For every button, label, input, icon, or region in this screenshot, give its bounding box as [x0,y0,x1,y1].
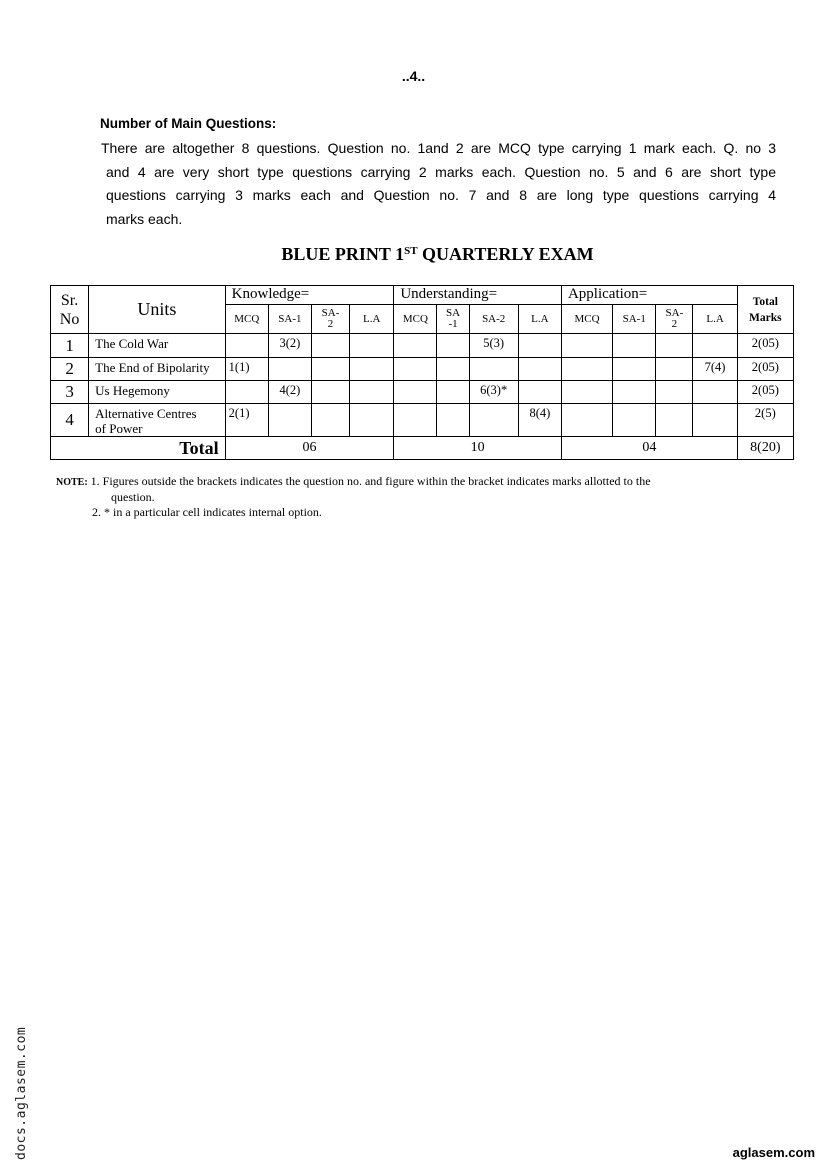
note [56,474,756,520]
mark-cell [394,358,437,381]
grand-total: 8(20) [737,437,793,460]
mark-cell: 8(4) [518,404,561,437]
understanding-total: 10 [394,437,562,460]
sr-no-cell: 1 [51,334,89,358]
mark-cell [693,334,737,358]
table-row [51,381,794,404]
intro-line: and 4 are very short type questions carrying 2 marks each. Question no. 5 and 6 are short type [106,163,776,180]
sr-no-cell: 2 [51,358,89,381]
mark-cell [394,381,437,404]
u-mcq-header: MCQ [394,305,437,334]
k-mcq-header: MCQ [225,305,268,334]
mark-cell [518,358,561,381]
mark-cell [656,334,693,358]
mark-cell [656,358,693,381]
mark-cell: 1(1) [225,358,268,381]
a-mcq-header: MCQ [561,305,612,334]
mark-cell [469,404,518,437]
table-row [51,404,794,437]
footer-brand: aglasem.com [732,1145,815,1160]
blueprint-title-main: BLUE PRINT 1 [281,244,405,264]
mark-cell [561,358,612,381]
mark-cell [350,381,394,404]
row-total-cell: 2(05) [737,358,793,381]
mark-cell: 2(1) [225,404,268,437]
note-line-2: question. [111,490,155,504]
mark-cell [268,358,311,381]
note-line-3: 2. * in a particular cell indicates internal option. [92,505,322,519]
page-number: ..4.. [401,68,426,84]
mark-cell: 3(2) [268,334,311,358]
mark-cell [311,334,349,358]
blueprint-title-sup: ST [404,245,418,257]
mark-cell [656,404,693,437]
mark-cell [469,358,518,381]
mark-cell: 5(3) [469,334,518,358]
unit-cell: Alternative Centres of Power [89,404,226,437]
mark-cell [613,334,656,358]
mark-cell [311,404,349,437]
row-total-cell: 2(05) [737,381,793,404]
knowledge-header: Knowledge= [225,286,394,305]
intro-paragraph [101,137,776,231]
mark-cell [518,381,561,404]
unit-cell: The Cold War [89,334,226,358]
mark-cell [311,381,349,404]
a-sa2-header: SA- 2 [656,305,693,334]
u-sa2-header: SA-2 [469,305,518,334]
application-total: 04 [561,437,737,460]
application-header: Application= [561,286,737,305]
k-sa2-header: SA- 2 [311,305,349,334]
sr-no-cell: 3 [51,381,89,404]
mark-cell [437,381,469,404]
u-la-header: L.A [518,305,561,334]
mark-cell [437,358,469,381]
mark-cell [268,404,311,437]
k-sa1-header: SA-1 [268,305,311,334]
mark-cell [518,334,561,358]
mark-cell [693,381,737,404]
k-la-header: L.A [350,305,394,334]
knowledge-total: 06 [225,437,394,460]
total-label: Total [51,437,226,460]
row-total-cell: 2(5) [737,404,793,437]
sr-no-cell: 4 [51,404,89,437]
mark-cell [613,404,656,437]
mark-cell [225,334,268,358]
mark-cell [656,381,693,404]
mark-cell [350,358,394,381]
mark-cell [394,404,437,437]
table-row [51,334,794,358]
table-row [51,358,794,381]
mark-cell [437,334,469,358]
blueprint-table [50,285,794,460]
watermark-text: docs.aglasem.com [14,1026,29,1160]
mark-cell [350,334,394,358]
unit-cell: Us Hegemony [89,381,226,404]
understanding-header: Understanding= [394,286,562,305]
mark-cell [613,381,656,404]
mark-cell [394,334,437,358]
a-sa1-header: SA-1 [613,305,656,334]
mark-cell: 7(4) [693,358,737,381]
mark-cell [613,358,656,381]
row-total-cell: 2(05) [737,334,793,358]
intro-line: marks each. [106,210,183,227]
total-row [51,437,794,460]
mark-cell: 4(2) [268,381,311,404]
mark-cell: 6(3)* [469,381,518,404]
section-heading: Number of Main Questions: [100,116,277,131]
mark-cell [561,334,612,358]
mark-cell [350,404,394,437]
mark-cell [437,404,469,437]
note-line-1: NOTE: 1. Figures outside the brackets indicates the question no. and figure within the bracket indicates marks allotted to the [56,474,651,488]
mark-cell [311,358,349,381]
sr-no-header: Sr. No [51,286,89,334]
unit-cell: The End of Bipolarity [89,358,226,381]
total-marks-header: Total Marks [737,286,793,334]
mark-cell [225,381,268,404]
mark-cell [693,404,737,437]
mark-cell [561,381,612,404]
intro-line: questions carrying 3 marks each and Question no. 7 and 8 are long type questions carrying 4 [106,187,776,203]
mark-cell [561,404,612,437]
a-la-header: L.A [693,305,737,334]
note-label: NOTE: [56,477,88,488]
blueprint-title [0,244,827,265]
units-header: Units [89,286,226,334]
header-row [51,286,794,305]
intro-line: There are altogether 8 questions. Question no. 1and 2 are MCQ type carrying 1 mark each. Q. no 3 [101,140,776,156]
blueprint-title-rest: QUARTERLY EXAM [417,244,594,264]
u-sa1-header: SA -1 [437,305,469,334]
watermark [14,1000,34,1160]
